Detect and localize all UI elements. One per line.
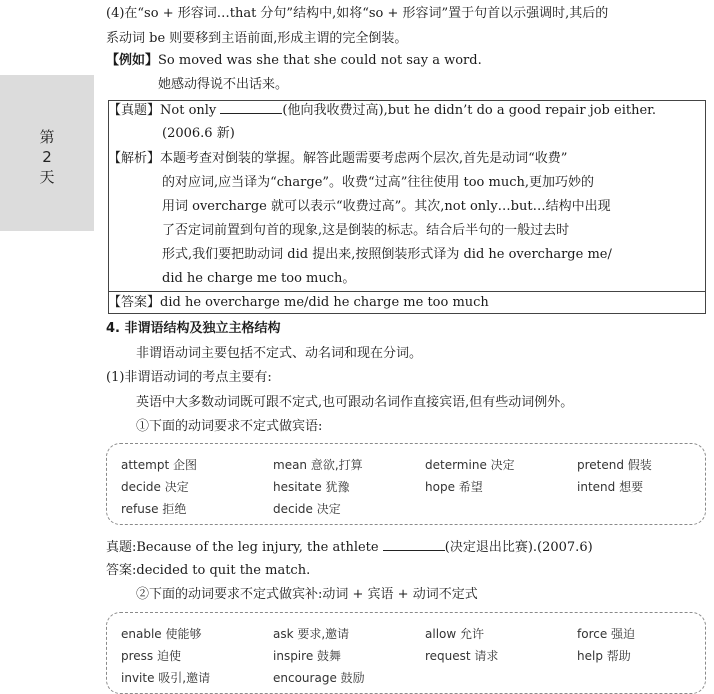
answer-label: 【答案】 [108, 295, 161, 310]
verb-entry: invite 吸引,邀请 [121, 671, 211, 685]
example-line [106, 52, 482, 70]
verb-entry: help 帮助 [577, 649, 631, 663]
inversion-rule-line2: 系动词 be 则要移到主语前面,形成主谓的完全倒装。 [106, 31, 408, 46]
side-char-1: 第 [39, 128, 55, 146]
side-char-2: 2 [42, 148, 52, 166]
exam-2-question [106, 538, 593, 557]
answer-text: did he overcharge me/did he charge me too much [160, 295, 489, 310]
verb-entry: enable 使能够 [121, 627, 202, 641]
verb-entry: pretend 假装 [577, 458, 652, 472]
question-source: (2006.6 新) [162, 126, 235, 141]
exam-2-prefix: 真题:Because of the leg injury, the athlete [106, 540, 379, 555]
section-4-heading: 4. 非谓语结构及独立主格结构 [106, 321, 281, 336]
exam-2-answer: 答案:decided to quit the match. [106, 563, 311, 578]
verb-entry: refuse 拒绝 [121, 502, 187, 516]
subsection-1-heading: (1)非谓语动词的考点主要有: [106, 370, 272, 385]
question-prefix: Not only [160, 103, 217, 118]
infinitive-object-verb-box [106, 443, 706, 525]
verb-entry: attempt 企图 [121, 458, 197, 472]
verb-entry: determine 决定 [425, 458, 515, 472]
verb-entry: ask 要求,邀请 [273, 627, 350, 641]
side-char-3: 天 [39, 168, 55, 186]
verb-entry: hesitate 犹豫 [273, 480, 350, 494]
analysis-text-6: did he charge me too much。 [162, 271, 356, 286]
analysis-label: 【解析】 [108, 151, 161, 166]
question-suffix: (他向我收费过高),but he didn’t do a good repair job either. [282, 103, 657, 118]
verb-entry: press 迫使 [121, 649, 181, 663]
exam-2-suffix: (决定退出比赛).(2007.6) [444, 540, 593, 555]
verb-entry: decide 决定 [273, 502, 341, 516]
analysis-text-4: 了否定词前置到句首的现象,这是倒装的标志。结合后半句的一般过去时 [162, 223, 570, 238]
example-translation: 她感动得说不出话来。 [158, 77, 289, 92]
verb-entry: inspire 鼓舞 [273, 649, 342, 663]
answer-blank [220, 101, 282, 114]
chapter-day-label [37, 127, 57, 187]
exam-2-blank [383, 538, 445, 551]
analysis-text-3: 用词 overcharge 就可以表示“收费过高”。其次,not only…but…结构中出现 [162, 199, 611, 214]
item-1-heading: ①下面的动词要求不定式做宾语: [136, 419, 323, 434]
analysis-text-5: 形式,我们要把助动词 did 提出来,按照倒装形式译为 did he overcharge me/ [162, 247, 612, 262]
infinitive-complement-verb-box [106, 612, 706, 694]
section-4-intro: 非谓语动词主要包括不定式、动名词和现在分词。 [136, 346, 423, 361]
example-sentence: So moved was she that she could not say a word. [158, 53, 482, 68]
question-label: 【真题】 [108, 103, 161, 118]
answer-line [108, 294, 489, 312]
verb-entry: mean 意欲,打算 [273, 458, 363, 472]
example-label: 【例如】 [106, 53, 159, 68]
analysis-text-2: 的对应词,应当译为“charge”。收费“过高”往往使用 too much,更加巧妙的 [162, 175, 594, 190]
verb-entry: force 强迫 [577, 627, 636, 641]
verb-entry: request 请求 [425, 649, 499, 663]
verb-entry: intend 想要 [577, 480, 644, 494]
inversion-rule-line1: (4)在“so + 形容词…that 分句”结构中,如将“so + 形容词”置于句首以示强调时,其后的 [106, 6, 609, 21]
answer-divider [108, 291, 706, 292]
analysis-text-1: 本题考查对倒装的掌握。解答此题需要考虑两个层次,首先是动词“收费” [160, 151, 568, 166]
item-2-heading: ②下面的动词要求不定式做宾补:动词 + 宾语 + 动词不定式 [136, 587, 478, 602]
verb-entry: decide 决定 [121, 480, 189, 494]
verb-entry: allow 允许 [425, 627, 484, 641]
verb-entry: hope 希望 [425, 480, 483, 494]
subsection-1-paragraph: 英语中大多数动词既可跟不定式,也可跟动名词作直接宾语,但有些动词例外。 [136, 395, 574, 410]
analysis-line-1 [108, 150, 567, 168]
verb-entry: encourage 鼓励 [273, 671, 365, 685]
exam-question-line [108, 101, 656, 120]
